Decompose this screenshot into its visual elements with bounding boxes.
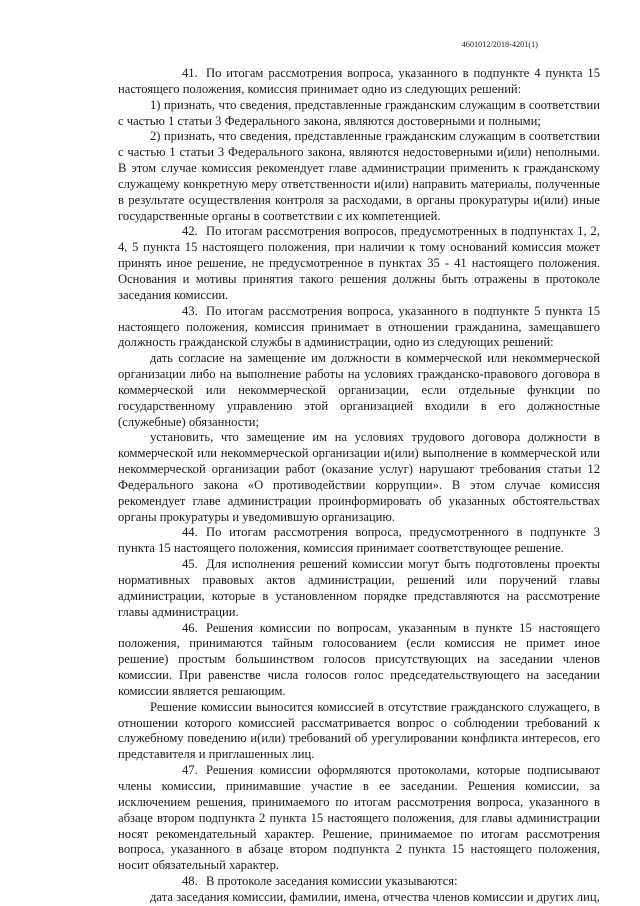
paragraph-number: 47. (182, 763, 198, 778)
paragraph-text: установить, что замещение им на условиях трудового договора должности в коммерческой или некоммерческой организации и(или) выполнение в коммерческой или некоммерческой организации работ (оказание услуг) нарушают требования статьи 12 Федерального закона «О противодействии коррупции». В этом случае комиссия рекомендует главе администрации проинформировать об указанных обстоятельствах органы прокуратуры и уведомившую организацию. (118, 430, 600, 524)
document-body (118, 66, 600, 906)
numbered-paragraph (118, 224, 600, 303)
paragraph (118, 700, 600, 763)
paragraph (118, 890, 600, 906)
numbered-paragraph (118, 525, 600, 557)
numbered-paragraph (118, 304, 600, 352)
paragraph (118, 129, 600, 224)
paragraph-number: 44. (182, 525, 198, 540)
paragraph-text: дата заседания комиссии, фамилии, имена, отчества членов комиссии и других лиц, (150, 889, 600, 904)
document-number: 4601012/2018-4201(1) (461, 40, 538, 49)
paragraph-text: По итогам рассмотрения вопроса, указанного в подпункте 4 пункта 15 настоящего положения, комиссия принимает одно из следующих решений: (118, 66, 600, 96)
paragraph (118, 430, 600, 525)
paragraph (118, 98, 600, 130)
paragraph-text: По итогам рассмотрения вопросов, предусмотренных в подпунктах 1, 2, 4, 5 пункта 15 настоящего положения, при наличии к тому оснований комиссия может принять иное решение, не предусмотренное в пунктах 35 - 41 настоящего положения. Основания и мотивы принятия такого решения должны быть отражены в протоколе заседания комиссии. (118, 224, 600, 302)
numbered-paragraph (118, 557, 600, 620)
numbered-paragraph (118, 874, 600, 890)
paragraph-number: 48. (182, 874, 198, 889)
paragraph-text: Для исполнения решений комиссии могут быть подготовлены проекты нормативных правовых актов администрации, решений или поручений главы администрации, которые в установленном порядке представляются на рассмотрение главы администрации. (118, 557, 600, 619)
paragraph-text: Решения комиссии по вопросам, указанным в пункте 15 настоящего положения, принимаются тайным голосованием (если комиссия не примет иное решение) простым большинством голосов присутствующих на заседании членов комиссии. При равенстве числа голосов голос председательствующего на заседании комиссии является решающим. (118, 620, 600, 698)
paragraph-number: 41. (182, 66, 198, 80)
paragraph-text: дать согласие на замещение им должности в коммерческой или некоммерческой организации либо на выполнение работы на условиях гражданско-правового договора в коммерческой или некоммерческой организации, если отдельные функции по государственному управлению этой организацией входили в его должностные (служебные) обязанности; (118, 351, 600, 429)
paragraph-text: По итогам рассмотрения вопроса, предусмотренного в подпункте 3 пункта 15 настоящего положения, комиссия принимает соответствующее решение. (118, 525, 600, 556)
paragraph (118, 351, 600, 430)
paragraph-text: 2) признать, что сведения, представленные гражданским служащим в соответствии с частью 1 статьи 3 Федерального закона, являются недостоверными и(или) неполными. В этом случае комиссия рекомендует главе администрации применить к гражданскому служащему конкретную меру ответственности и(или) направить материалы, полученные в результате осуществления контроля за расходами, в органы прокуратуры и(или) иные государственные органы в соответствии с их компетенцией. (118, 129, 600, 223)
paragraph-text: В протоколе заседания комиссии указываются: (206, 874, 458, 889)
paragraph-number: 43. (182, 303, 198, 318)
numbered-paragraph (118, 763, 600, 874)
numbered-paragraph (118, 66, 600, 98)
paragraph-number: 45. (182, 557, 198, 572)
paragraph-text: 1) признать, что сведения, представленные гражданским служащим в соответствии с частью 1 статьи 3 Федерального закона, являются достоверными и полными; (118, 97, 600, 128)
paragraph-number: 46. (182, 620, 198, 635)
numbered-paragraph (118, 621, 600, 700)
paragraph-text: Решения комиссии оформляются протоколами, которые подписывают члены комиссии, принимавшие участие в ее заседании. Решения комиссии, за исключением решения, принимаемого по итогам рассмотрения вопроса, указанного в абзаце втором подпункта 2 пункта 15 настоящего положения, для главы администрации носят рекомендательный характер. Решение, принимаемое по итогам рассмотрения вопроса, указанного в абзаце втором подпункта 2 пункта 15 настоящего положения, носит обязательный характер. (118, 763, 600, 873)
paragraph-text: Решение комиссии выносится комиссией в отсутствие гражданского служащего, в отношении которого комиссией рассматривается вопрос о соблюдении требований к служебному поведению и(или) требований об урегулировании конфликта интересов, его представителя и приглашенных лиц. (118, 699, 600, 762)
paragraph-text: По итогам рассмотрения вопроса, указанного в подпункте 5 пункта 15 настоящего положения, комиссия принимает в отношении гражданина, замещавшего должность гражданской службы в администрации, одно из следующих решений: (118, 303, 600, 350)
paragraph-number: 42. (182, 224, 198, 239)
